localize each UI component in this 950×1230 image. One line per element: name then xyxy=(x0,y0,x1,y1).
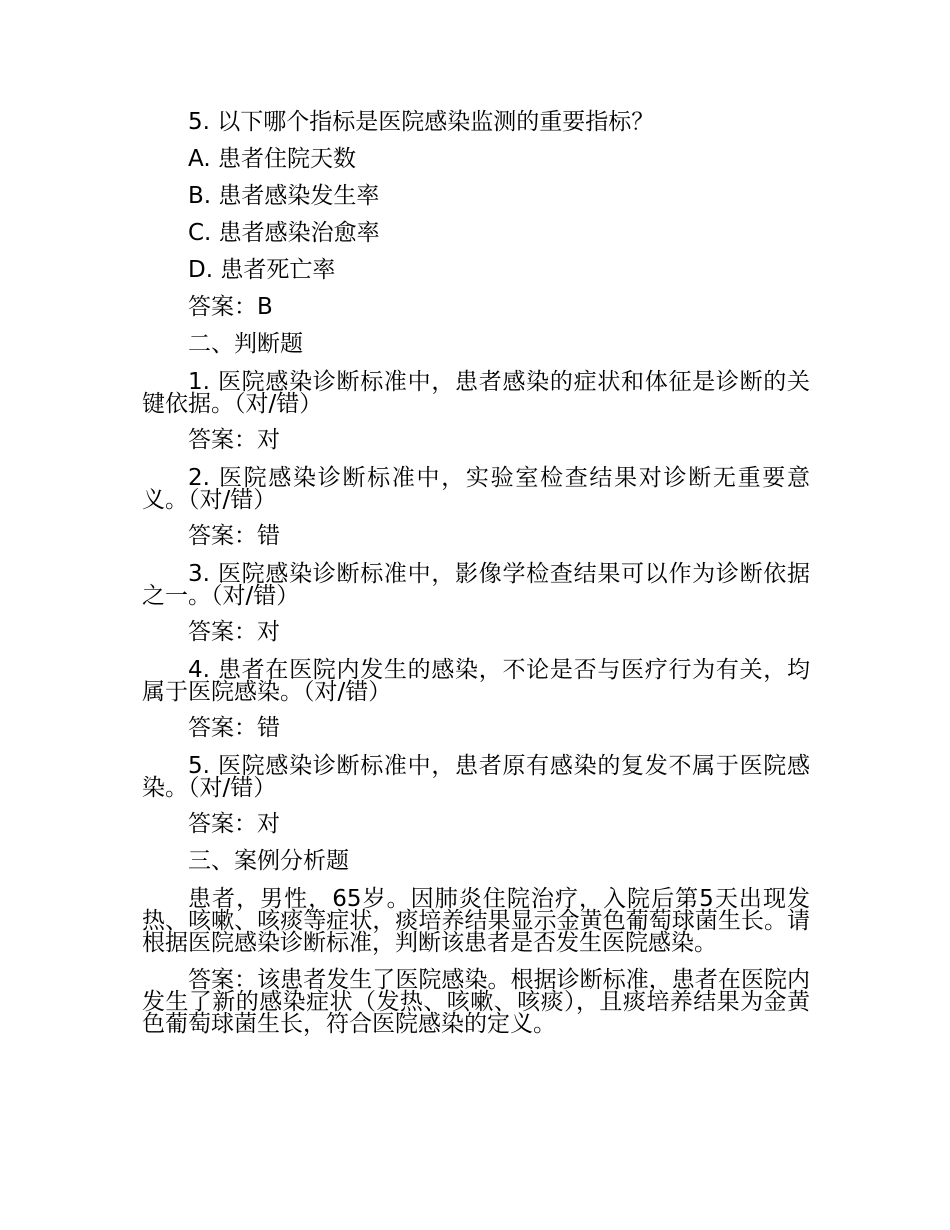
document-content xyxy=(142,104,810,1042)
judgment-question-4: 4. 患者在医院内发生的感染，不论是否与医疗行为有关，均属于医院感染。（对/错） xyxy=(142,657,810,705)
judgment-section-heading: 二、判断题 xyxy=(188,331,303,357)
option-b: B. 患者感染发生率 xyxy=(188,183,380,209)
question-5-answer: 答案：B xyxy=(188,294,273,320)
judgment-answer-5: 答案：对 xyxy=(188,811,280,837)
question-5-stem: 5. 以下哪个指标是医院感染监测的重要指标？ xyxy=(188,109,655,135)
case-section-heading: 三、案例分析题 xyxy=(188,848,349,874)
judgment-answer-2: 答案：错 xyxy=(188,523,280,549)
case-description: 患者，男性，65岁。因肺炎住院治疗，入院后第5天出现发热、咳嗽、咳痰等症状，痰培养结果显示金黄色葡萄球菌生长。请根据医院感染诊断标准，判断该患者是否发生医院感染。 xyxy=(142,886,810,956)
judgment-question-3: 3. 医院感染诊断标准中，影像学检查结果可以作为诊断依据之一。（对/错） xyxy=(142,561,810,609)
judgment-answer-3: 答案：对 xyxy=(188,619,280,645)
option-d: D. 患者死亡率 xyxy=(188,257,336,283)
case-answer: 答案：该患者发生了医院感染。根据诊断标准，患者在医院内发生了新的感染症状（发热、咳嗽、咳痰），且痰培养结果为金黄色葡萄球菌生长，符合医院感染的定义。 xyxy=(142,967,810,1037)
judgment-answer-1: 答案：对 xyxy=(188,427,280,453)
judgment-question-2: 2. 医院感染诊断标准中，实验室检查结果对诊断无重要意义。（对/错） xyxy=(142,465,810,513)
option-a: A. 患者住院天数 xyxy=(188,146,356,172)
judgment-question-5: 5. 医院感染诊断标准中，患者原有感染的复发不属于医院感染。（对/错） xyxy=(142,753,810,801)
judgment-question-1: 1. 医院感染诊断标准中，患者感染的症状和体征是诊断的关键依据。（对/错） xyxy=(142,369,810,417)
judgment-answer-4: 答案：错 xyxy=(188,715,280,741)
option-c: C. 患者感染治愈率 xyxy=(188,220,380,246)
